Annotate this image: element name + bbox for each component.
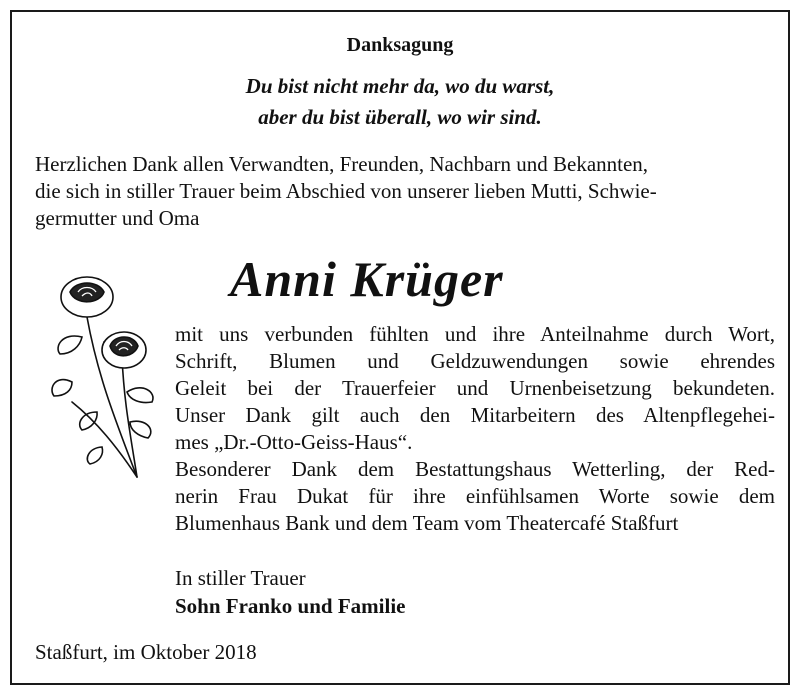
- notice-heading: Danksagung: [346, 34, 454, 56]
- body-line-6: Besonderer Dank dem Bestattungshaus Wetterling, der Red-: [175, 457, 775, 481]
- body-line-2: Schrift, Blumen und Geldzuwendungen sowie ehrendes: [175, 349, 775, 373]
- body-line-5: mes „Dr.-Otto-Geiss-Haus“.: [175, 430, 413, 454]
- obituary-notice: [10, 10, 790, 685]
- deceased-name: Anni Krüger: [230, 251, 504, 307]
- motto-line-1: Du bist nicht mehr da, wo du warst,: [245, 74, 555, 98]
- body-line-4: Unser Dank gilt auch den Mitarbeitern des Altenpflegehei-: [175, 403, 775, 427]
- body-line-3: Geleit bei der Trauerfeier und Urnenbeisetzung bekundeten.: [175, 376, 775, 400]
- body-line-7: nerin Frau Dukat für ihre einfühlsamen Worte sowie dem: [175, 484, 775, 508]
- intro-line-1: Herzlichen Dank allen Verwandten, Freunden, Nachbarn und Bekannten,: [35, 152, 649, 176]
- closing-line: In stiller Trauer: [175, 566, 306, 590]
- place-and-date: Staßfurt, im Oktober 2018: [35, 640, 257, 664]
- body-line-8: Blumenhaus Bank und dem Team vom Theatercafé Staßfurt: [175, 511, 679, 535]
- rose-icon: [42, 262, 162, 492]
- motto-line-2: aber du bist überall, wo wir sind.: [258, 105, 542, 129]
- body-line-1: mit uns verbunden fühlten und ihre Anteilnahme durch Wort,: [175, 322, 775, 346]
- intro-line-3: germutter und Oma: [35, 206, 200, 230]
- signature-family: Sohn Franko und Familie: [175, 594, 406, 618]
- intro-line-2: die sich in stiller Trauer beim Abschied von unserer lieben Mutti, Schwie-: [35, 179, 657, 203]
